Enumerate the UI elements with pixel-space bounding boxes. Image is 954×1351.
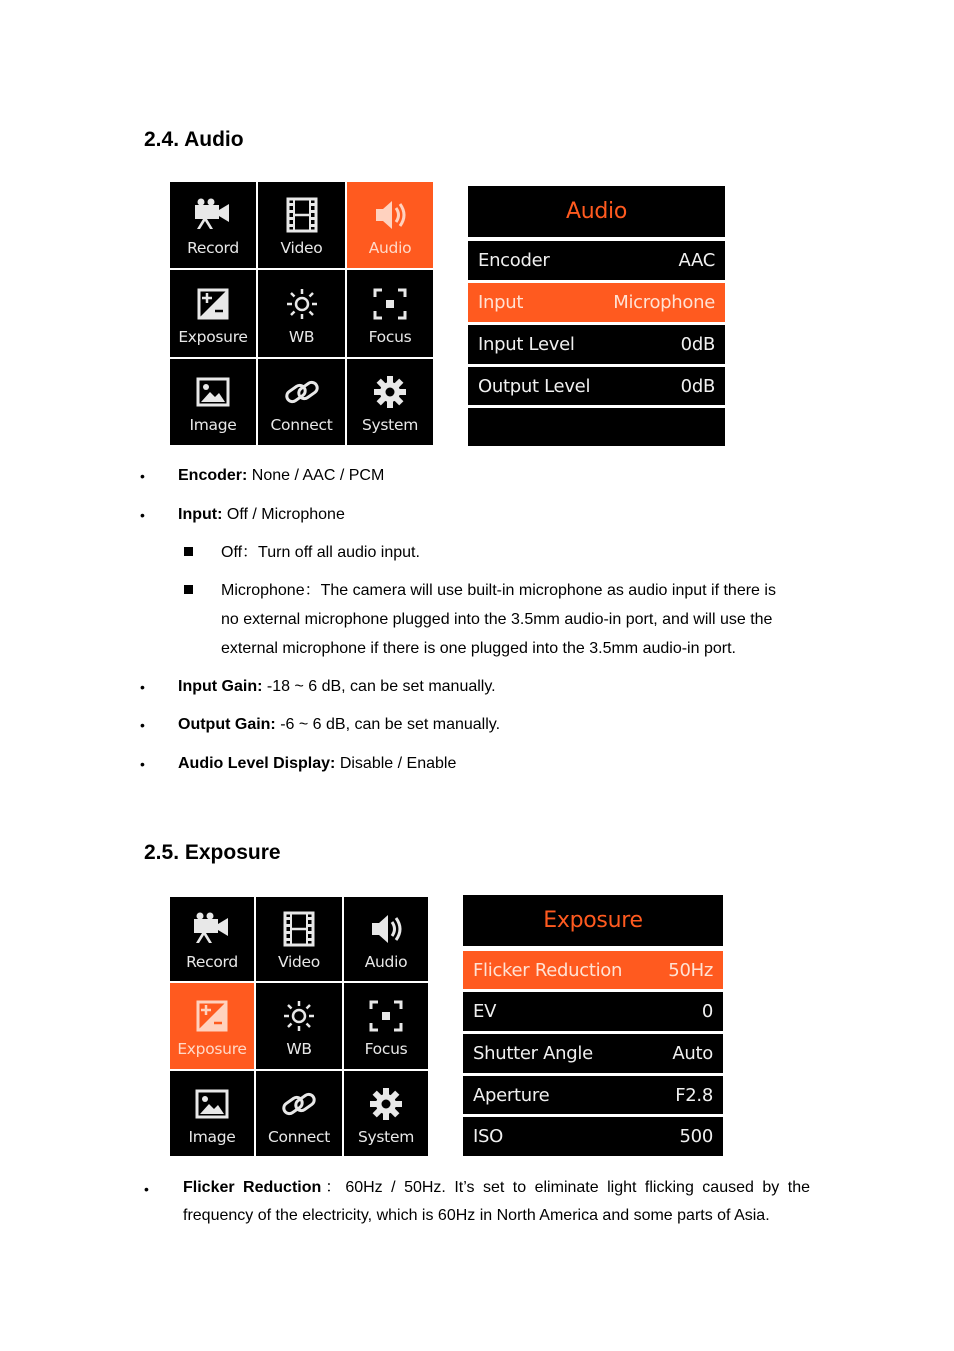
menu-item-image[interactable] [170, 359, 256, 445]
link-icon [280, 370, 324, 416]
bullet-text: Off / Microphone [222, 506, 345, 523]
menu-item-wb[interactable] [256, 983, 342, 1069]
exposure-icon [190, 994, 234, 1040]
bullet-dot: • [140, 679, 145, 695]
menu-item-label: Video [278, 953, 320, 971]
row-value: 50Hz [668, 959, 713, 981]
video-camera-icon [191, 193, 235, 239]
section-heading-audio: 2.4. Audio [144, 128, 244, 151]
menu-item-label: Audio [364, 953, 408, 971]
speaker-icon [364, 907, 408, 953]
focus-icon [368, 282, 412, 328]
menu-item-wb[interactable] [258, 270, 345, 357]
row-empty [468, 408, 725, 446]
menu-item-label: Image [189, 416, 237, 434]
focus-icon [364, 994, 408, 1040]
bullet-term: Input Gain: [178, 678, 263, 695]
menu-item-focus[interactable] [347, 270, 433, 357]
link-icon [277, 1082, 321, 1128]
row-value: 500 [679, 1126, 713, 1147]
speaker-icon [368, 193, 412, 239]
row-iso[interactable] [463, 1117, 723, 1156]
row-flicker-reduction[interactable] [463, 951, 723, 989]
sub-bullet-mic-line-3: external microphone if there is one plugged into the 3.5mm audio-in port. [221, 640, 736, 657]
bullet-dot: • [140, 468, 145, 484]
row-label: Input [478, 292, 524, 313]
row-encoder[interactable] [468, 241, 725, 280]
bullet-text: ：60Hz / 50Hz. It’s set to eliminate light flicking caused by the [321, 1179, 810, 1196]
row-value: AAC [678, 250, 715, 271]
menu-item-label: Connect [268, 1127, 330, 1146]
film-icon [280, 193, 324, 239]
sub-bullet-mic-line-2: no external microphone plugged into the 3.5mm audio-in port, and will use the [221, 611, 773, 628]
menu-item-video[interactable] [258, 182, 345, 268]
row-ev[interactable] [463, 992, 723, 1031]
row-input[interactable] [468, 283, 725, 322]
menu-item-focus[interactable] [344, 983, 428, 1069]
image-icon [190, 1082, 234, 1128]
bullet-text: -6 ~ 6 dB, can be set manually. [275, 716, 501, 733]
panel-title: Audio [468, 186, 725, 237]
menu-item-video[interactable] [256, 897, 342, 981]
panel-title: Exposure [463, 895, 723, 946]
menu-item-record[interactable] [170, 897, 254, 981]
menu-item-record[interactable] [170, 182, 256, 268]
bullet-term: Input: [178, 506, 223, 523]
menu-item-audio[interactable] [344, 897, 428, 981]
bullet-flicker-line-1 [183, 1174, 810, 1202]
menu-item-label: Record [186, 953, 238, 971]
bullet-text: Disable / Enable [335, 755, 457, 772]
bullet-term: Output Gain: [178, 716, 276, 733]
square-bullet [184, 547, 193, 556]
bullet-dot: • [140, 756, 145, 772]
bullet-term: Encoder: [178, 467, 248, 484]
row-label: Shutter Angle [473, 1043, 593, 1064]
row-label: Input Level [478, 334, 575, 355]
bullet-text: -18 ~ 6 dB, can be set manually. [262, 678, 496, 695]
menu-item-image[interactable] [170, 1071, 254, 1156]
row-value: 0dB [680, 375, 715, 397]
row-label: ISO [473, 1126, 504, 1147]
sub-bullet-mic-line-1: Microphone：The camera will use built-in microphone as audio input if there is [221, 582, 776, 599]
row-label: Flicker Reduction [473, 959, 623, 981]
row-value: 0 [701, 1001, 713, 1022]
menu-item-exposure[interactable] [170, 983, 254, 1069]
row-label: Encoder [478, 250, 550, 271]
section-heading-exposure: 2.5. Exposure [144, 841, 281, 864]
row-value: Microphone [613, 292, 715, 313]
row-input-level[interactable] [468, 325, 725, 364]
menu-item-system[interactable] [344, 1071, 428, 1156]
bullet-dot: • [144, 1181, 149, 1197]
menu-item-connect[interactable] [258, 359, 345, 445]
sun-icon [277, 994, 321, 1040]
sun-icon [280, 282, 324, 328]
row-label: Output Level [478, 375, 591, 397]
menu-item-label: Image [188, 1127, 236, 1146]
bullet-dot: • [140, 507, 145, 523]
bullet-term: Flicker Reduction [183, 1179, 322, 1196]
bullet-flicker-line-2: frequency of the electricity, which is 60Hz in North America and some parts of Asia. [183, 1207, 770, 1224]
menu-item-label: WB [286, 1040, 312, 1058]
row-aperture[interactable] [463, 1076, 723, 1114]
exposure-icon [191, 282, 235, 328]
menu-item-system[interactable] [347, 359, 433, 445]
row-value: Auto [672, 1043, 713, 1064]
bullet-dot: • [140, 717, 145, 733]
menu-item-label: Exposure [178, 327, 248, 346]
bullet-term: Audio Level Display: [178, 755, 336, 772]
menu-item-label: Record [187, 239, 239, 257]
menu-item-label: Focus [368, 327, 412, 346]
menu-item-label: Connect [270, 416, 333, 434]
camera-menu-grid [170, 182, 433, 445]
row-value: F2.8 [675, 1084, 713, 1106]
row-shutter-angle[interactable] [463, 1034, 723, 1073]
row-value: 0dB [680, 334, 715, 355]
menu-item-audio[interactable] [347, 182, 433, 268]
image-icon [191, 370, 235, 416]
menu-item-label: System [362, 416, 418, 434]
menu-item-label: System [358, 1127, 414, 1146]
sub-bullet-off: Off：Turn off all audio input. [221, 544, 420, 561]
gear-icon [368, 370, 412, 416]
gear-icon [364, 1082, 408, 1128]
menu-item-label: Video [280, 239, 323, 257]
menu-item-exposure[interactable] [170, 270, 256, 357]
row-output-level[interactable] [468, 367, 725, 405]
menu-item-label: Audio [368, 239, 412, 257]
menu-item-label: Focus [364, 1040, 408, 1058]
menu-item-label: Exposure [177, 1040, 247, 1058]
exposure-settings-panel [463, 895, 723, 1156]
square-bullet [184, 585, 193, 594]
row-label: Aperture [473, 1084, 550, 1106]
audio-settings-panel [468, 186, 725, 446]
video-camera-icon [190, 907, 234, 953]
row-label: EV [473, 1001, 497, 1022]
bullet-text: None / AAC / PCM [247, 467, 385, 484]
film-icon [277, 907, 321, 953]
menu-item-connect[interactable] [256, 1071, 342, 1156]
camera-menu-grid [170, 897, 428, 1156]
menu-item-label: WB [288, 327, 315, 346]
